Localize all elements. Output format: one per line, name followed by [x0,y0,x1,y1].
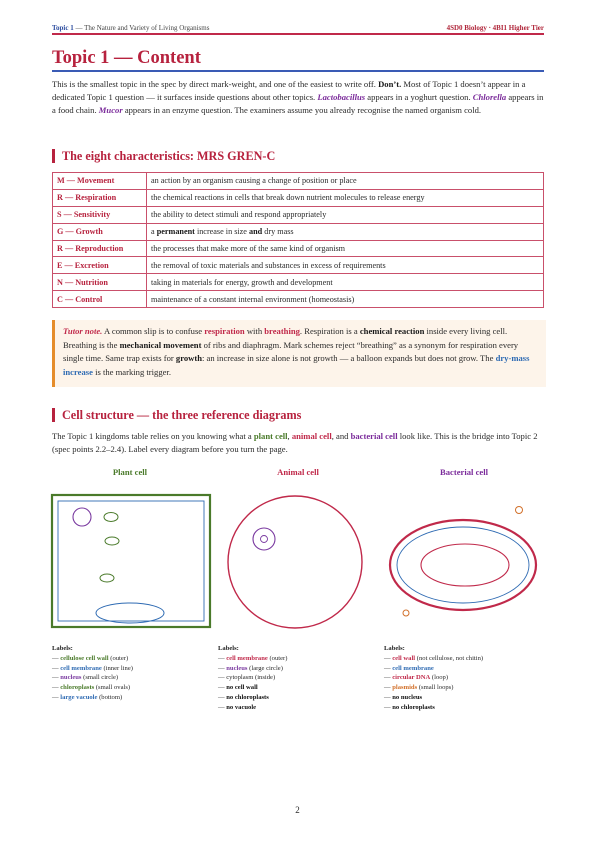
label-item [52,673,212,683]
label-term: no vacuole [226,703,257,711]
intro-text: appears in a food chain. [52,92,544,115]
label-term: cell membrane [392,664,434,672]
table-row [53,189,544,206]
plant-cell-diagram [52,495,210,627]
intro-text: Most of Topic 1 doesn’t appear in a dedicated Topic 1 question — it surfaces inside questions about other topics. [52,79,526,102]
plant-nucleus [73,508,91,526]
label-item [384,703,544,713]
label-note: (not cellulose, not chitin) [415,654,484,662]
note-term-dry-mass: dry-mass increase [63,353,530,377]
note-text: A common slip is to confuse [102,326,205,336]
label-term: nucleus [60,674,82,682]
characteristics-table [52,172,544,308]
definition-text: a [151,227,157,237]
animal-labels [218,644,378,713]
labels-heading: Labels: [218,645,239,652]
label-term: no nucleus [392,693,423,701]
intro-text: appears in a yoghurt question. [365,92,473,102]
label-note: (small circle) [81,674,119,682]
organism-lactobacillus: Lactobacillus [317,92,366,102]
label-dash: — [218,703,227,711]
label-item [218,673,378,683]
note-text: inside every living cell. Breathing is the [63,326,508,350]
note-text: is the marking trigger. [92,366,171,377]
animal-cell-membrane [228,496,362,628]
para-text: , and [331,431,351,441]
tutor-note-tag: Tutor note. [63,326,103,336]
label-dash: — [218,693,227,701]
label-item [218,654,378,664]
label-item [52,664,212,674]
label-term: chloroplasts [60,684,95,692]
label-term: nucleus [226,664,248,672]
para-text: , [287,431,292,441]
bacterial-cell-title: Bacterial cell [440,467,488,477]
title-rule [52,70,544,72]
section-heading-characteristics: The eight characteristics: MRS GREN-C [52,149,275,163]
label-note: (small ovals) [94,684,131,692]
para-text: The Topic 1 kingdoms table relies on you knowing what a [52,431,254,441]
note-text: of ribs and diaphragm. Mark schemes reject “breathing” as a synonym for respiration every single time. Same trap exists for [63,339,519,364]
chloroplast [105,537,119,545]
characteristic-definition: the processes that make more of the same kind of organism [147,240,544,257]
label-note: (small loops) [417,684,454,692]
table-row [53,173,544,190]
header-rule [52,33,544,35]
label-dash: — [218,664,227,672]
cell-structure-paragraph [52,430,544,456]
label-term: no chloroplasts [392,703,435,711]
plant-cell-wall [52,495,210,627]
label-dash: — [218,654,227,662]
table-row [53,206,544,223]
label-term: no cell wall [226,684,258,692]
label-note: (outer) [108,654,129,662]
intro-text: This is the smallest topic in the spec by direct mark-weight, and one of the easiest to write off. [52,79,379,89]
characteristic-key: S — Sensitivity [53,206,147,223]
definition-text: increase in size [194,227,249,237]
section-heading-cell-structure: Cell structure — the three reference diagrams [52,408,301,422]
label-item [384,683,544,693]
label-item [52,693,212,703]
label-term: plasmids [392,684,418,692]
label-item [218,664,378,674]
plasmid [403,610,409,616]
note-text: . Respiration is a [299,326,360,336]
label-term: cell wall [392,654,416,662]
bacterial-labels [384,644,544,713]
characteristic-key: R — Reproduction [53,240,147,257]
animal-nucleus [253,528,275,550]
label-item [384,664,544,674]
para-text: look like. This is the bridge into Topic 2 (spec points 2.2–2.4). Label every diagram before you turn the page. [52,431,538,454]
note-term-breathing: breathing [264,326,300,336]
labels-heading: Labels: [384,645,405,652]
header-course: 4SD0 Biology · 4BI1 Higher Tier [446,24,544,32]
characteristic-definition: maintenance of a constant internal environment (homeostasis) [147,291,544,308]
plasmid [516,507,523,514]
label-term: circular DNA [392,674,431,682]
characteristic-definition: the ability to detect stimuli and respond appropriately [147,206,544,223]
characteristic-key: M — Movement [53,173,147,190]
term-bacterial-cell: bacterial cell [350,431,398,441]
label-dash: — [384,693,393,701]
label-item [52,683,212,693]
note-term-respiration: respiration [204,326,245,336]
label-item [218,703,378,713]
animal-nucleolus [261,536,268,543]
page-title: Topic 1 — Content [52,48,201,68]
header-left [52,24,209,32]
term-plant-cell: plant cell [253,431,288,441]
label-dash: — [52,674,61,682]
label-item [384,693,544,703]
label-note: (loop) [430,674,449,682]
animal-cell-diagram [228,496,362,628]
note-text: : an increase in size alone is not growth — a balloon expands but does not grow. The [202,353,496,364]
characteristic-definition: an action by an organism causing a change of position or place [147,173,544,190]
note-term-chemical-reaction: chemical reaction [359,326,425,336]
intro-text: appears in an enzyme question. The examiners assume you already recognise the named organism cold. [122,105,482,115]
header-topic: Topic 1 [52,24,74,32]
label-dash: — [52,654,61,662]
label-item [384,654,544,664]
label-note: cytoplasm (inside) [226,674,276,682]
table-row [53,240,544,257]
table-row [53,291,544,308]
label-term: cell membrane [226,654,268,662]
label-item [384,673,544,683]
header-topic-title: — The Nature and Variety of Living Organisms [73,24,210,32]
label-note: (inner line) [101,664,133,672]
label-dash: — [384,684,393,692]
characteristic-definition [147,223,544,240]
animal-cell-title: Animal cell [277,467,319,477]
organism-chlorella: Chlorella [472,92,507,102]
term-animal-cell: animal cell [291,431,332,441]
label-dash: — [384,664,393,672]
plant-cell-title: Plant cell [112,467,148,477]
table-row [53,257,544,274]
note-term-growth: growth [175,353,202,364]
circular-dna [421,544,509,586]
label-item [52,654,212,664]
tutor-note [52,320,546,387]
characteristic-key: N — Nutrition [53,274,147,291]
label-term: cellulose cell wall [60,654,109,662]
characteristic-key: G — Growth [53,223,147,240]
bacterial-cell-diagram [390,507,536,617]
label-term: cell membrane [60,664,102,672]
organism-mucor: Mucor [98,105,123,115]
intro-dont: Don’t. [378,79,402,89]
definition-emphasis: and [249,227,263,237]
label-item [218,693,378,703]
label-note: (large circle) [247,664,283,672]
definition-text: dry mass [262,227,294,237]
note-text: with [244,326,265,336]
note-term-mechanical-movement: mechanical movement [119,339,202,350]
label-note: (bottom) [97,693,123,701]
label-dash: — [52,684,61,692]
characteristic-definition: the chemical reactions in cells that break down nutrient molecules to release energy [147,189,544,206]
table-row [53,223,544,240]
characteristic-definition: the removal of toxic materials and substances in excess of requirements [147,257,544,274]
characteristic-definition: taking in materials for energy, growth and development [147,274,544,291]
label-dash: — [384,674,393,682]
plant-labels [52,644,212,703]
label-dash: — [384,654,393,662]
cell-diagrams [45,490,545,635]
definition-emphasis: permanent [156,227,195,237]
label-item [218,683,378,693]
characteristic-key: C — Control [53,291,147,308]
plant-vacuole [96,603,164,623]
label-note: (outer) [267,654,288,662]
chloroplast [100,574,114,582]
bacterial-cell-wall [390,520,536,610]
running-header [52,18,544,32]
characteristic-key: E — Excretion [53,257,147,274]
characteristic-key: R — Respiration [53,189,147,206]
label-term: no chloroplasts [226,693,269,701]
labels-heading: Labels: [52,645,73,652]
intro-paragraph [52,78,544,117]
table-row [53,274,544,291]
label-dash: — [52,693,61,701]
label-term: large vacuole [60,693,98,701]
label-dash: — [384,703,393,711]
label-dash: — [218,674,227,682]
label-dash: — [218,684,227,692]
label-dash: — [52,664,61,672]
chloroplast [104,513,118,522]
page-number: 2 [295,805,300,815]
